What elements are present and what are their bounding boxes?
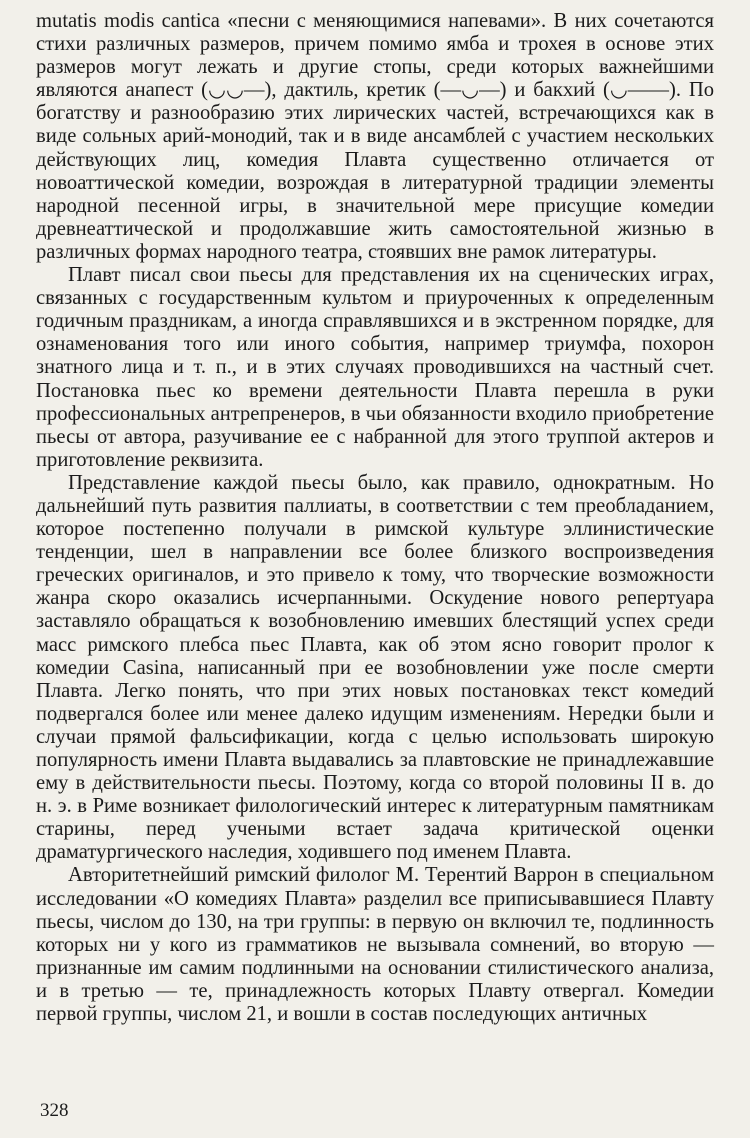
page-text-block (36, 10, 714, 1026)
page-number: 328 (40, 1100, 69, 1121)
paragraph-varro-classification: Авторитетнейший римский филолог М. Терентий Варрон в специальном исследовании «О комедиях Плавта» разделил все приписывавшиеся Плавту пьесы, числом до 130, на три группы: в первую он включил те, подлинность которых ни у кого из грамматиков не вызывала сомнений, во вторую — признанные им самим подлинными на основании стилистического анализа, и в третью — те, принадлежность которых Плавту отвергал. Комедии первой группы, числом 21, и вошли в состав последующих античных (36, 864, 714, 1026)
paragraph-plautus-performances: Плавт писал свои пьесы для представления их на сценических играх, связанных с государственным культом и приуроченных к определенным годичным праздникам, а иногда справлявшихся и в экстренном порядке, для ознаменования того или иного события, например триумфа, похорон знатного лица и т. п., и в этих случаях проводившихся на частный счет. Постановка пьес ко времени деятельности Плавта перешла в руки профессиональных антрепренеров, в чьи обязанности входило приобретение пьесы от автора, разучивание ее с набранной для этого труппой актеров и приготовление реквизита. (36, 264, 714, 471)
paragraph-palliata-development: Представление каждой пьесы было, как правило, однократным. Но дальнейший путь развития паллиаты, в соответствии с тем преобладанием, которое постепенно получали в римской культуре эллинистические тенденции, шел в направлении все более близкого воспроизведения греческих оригиналов, и это привело к тому, что творческие возможности жанра скоро оказались исчерпанными. Оскудение нового репертуара заставляло обращаться к возобновлению имевших блестящий успех среди масс римского плебса пьес Плавта, как об этом ясно говорит пролог к комедии Casina, написанный при ее возобновлении уже после смерти Плавта. Легко понять, что при этих новых постановках текст комедий подвергался более или менее далеко идущим изменениям. Нередки были и случаи прямой фальсификации, когда с целью использовать широкую популярность имени Плавта выдавались за плавтовские не принадлежавшие ему в действительности пьесы. Поэтому, когда со второй половины II в. до н. э. в Риме возникает филологический интерес к литературным памятникам старины, перед учеными встает задача критической оценки драматургического наследия, ходившего под именем Плавта. (36, 471, 714, 864)
paragraph-continuation: mutatis modis cantica «песни с меняющимися напевами». В них сочетаются стихи различных размеров, причем помимо ямба и трохея в основе этих размеров могут лежать и другие стопы, среди которых важнейшими являются анапест (◡◡—), дактиль, кретик (—◡—) и бакхий (◡——). По богатству и разнообразию этих лирических частей, встречающихся как в виде сольных арий-монодий, так и в виде ансамблей с участием нескольких действующих лиц, комедия Плавта существенно отличается от новоаттической комедии, возрождая в литературной традиции элементы народной песенной игры, в значительной мере присущие комедии древнеаттической и продолжавшие жить самостоятельной жизнью в различных формах народного театра, стоявших вне рамок литературы. (36, 10, 714, 263)
